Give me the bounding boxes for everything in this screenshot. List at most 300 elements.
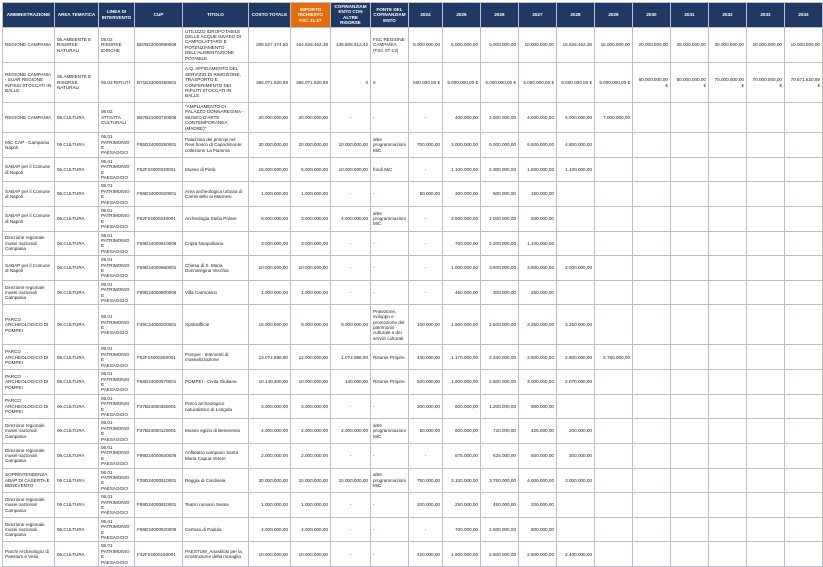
table-cell: 3.000.000,00 bbox=[443, 133, 481, 158]
table-cell bbox=[557, 280, 595, 305]
table-cell: 3.000.000,00 bbox=[291, 231, 331, 256]
table-cell bbox=[595, 182, 633, 207]
table-cell: Direzione regionale musei nazionali Campania bbox=[3, 419, 55, 444]
table-cell bbox=[671, 206, 709, 231]
funding-table bbox=[2, 2, 823, 567]
table-cell bbox=[633, 443, 671, 468]
table-cell: 4.800.000,00 bbox=[557, 133, 595, 158]
table-cell: B71E23000350001 bbox=[135, 63, 183, 103]
table-cell: - bbox=[371, 280, 409, 305]
table-cell: - bbox=[371, 182, 409, 207]
table-cell: 06.CULTURA bbox=[55, 103, 99, 133]
table-cell: 2.200.000,00 bbox=[481, 231, 519, 256]
table-cell: 150.000,00 bbox=[519, 182, 557, 207]
table-cell bbox=[633, 103, 671, 133]
table-cell: - bbox=[409, 443, 443, 468]
table-cell bbox=[671, 133, 709, 158]
table-cell: 30.000.000,00 bbox=[249, 133, 291, 158]
column-header: 2024 bbox=[409, 3, 443, 28]
table-cell: 1.000.000,00 bbox=[249, 280, 291, 305]
table-cell: F37B24000390001 bbox=[135, 394, 183, 419]
table-cell: Villa Carmosino bbox=[183, 280, 249, 305]
table-cell bbox=[633, 133, 671, 158]
column-header: 2025 bbox=[443, 3, 481, 28]
table-cell bbox=[709, 468, 747, 493]
table-cell: 06.01 PATRIMONIO E PAESAGGIO bbox=[99, 157, 135, 182]
table-cell bbox=[633, 370, 671, 395]
table-cell: Direzione regionale musei nazionali Campania bbox=[3, 443, 55, 468]
table-cell: altre programmazioni MiC bbox=[371, 419, 409, 444]
table-cell: 2.300.000,00 bbox=[481, 157, 519, 182]
table-cell: 15.000.000,00 bbox=[331, 468, 371, 493]
table-row bbox=[3, 157, 823, 182]
table-row bbox=[3, 542, 823, 567]
table-cell: 500.000,00 € bbox=[409, 63, 443, 103]
table-cell bbox=[671, 542, 709, 567]
table-cell bbox=[747, 542, 785, 567]
table-cell bbox=[595, 206, 633, 231]
table-cell bbox=[633, 157, 671, 182]
table-cell: B67B21000720006 bbox=[135, 103, 183, 133]
table-cell: 3.000.000,00 bbox=[519, 370, 557, 395]
table-cell bbox=[709, 256, 747, 281]
table-cell: 3.000.000,00 bbox=[557, 468, 595, 493]
table-cell: 5.000.000,00 bbox=[443, 27, 481, 62]
table-cell bbox=[785, 206, 823, 231]
table-cell: 70.000.000,00 € bbox=[747, 63, 785, 103]
table-cell: - bbox=[331, 231, 371, 256]
table-cell: PARCO ARCHEOLOGICO DI POMPEI bbox=[3, 394, 55, 419]
table-cell: 700.000,00 bbox=[443, 517, 481, 542]
table-cell: Risorse Proprie bbox=[371, 345, 409, 370]
table-cell: 208.527.374,50 bbox=[249, 27, 291, 62]
table-row bbox=[3, 206, 823, 231]
table-cell bbox=[747, 468, 785, 493]
table-cell bbox=[595, 305, 633, 345]
table-cell bbox=[709, 182, 747, 207]
table-cell: Anfiteatro campano Santa Maria Capua Vetere bbox=[183, 443, 249, 468]
table-cell: 300.000,00 bbox=[481, 280, 519, 305]
table-cell: altre programmazioni MiC bbox=[371, 206, 409, 231]
table-cell: - bbox=[331, 517, 371, 542]
table-cell bbox=[785, 517, 823, 542]
table-cell: 20.000.000,00 bbox=[249, 103, 291, 133]
table-cell bbox=[633, 231, 671, 256]
table-cell: 06.CULTURA bbox=[55, 493, 99, 518]
table-cell: 06.01 PATRIMONIO E PAESAGGIO bbox=[99, 280, 135, 305]
table-cell: 13.072.996,90 bbox=[249, 345, 291, 370]
table-cell: 1.100.000,00 bbox=[557, 157, 595, 182]
table-cell: - bbox=[331, 443, 371, 468]
table-cell: 100.000,00 bbox=[409, 493, 443, 518]
table-cell bbox=[671, 517, 709, 542]
column-header: 2030 bbox=[633, 3, 671, 28]
table-cell bbox=[709, 394, 747, 419]
table-cell bbox=[671, 256, 709, 281]
table-header bbox=[3, 3, 823, 28]
table-cell: 06.01 PATRIMONIO E PAESAGGIO bbox=[99, 443, 135, 468]
table-cell: 06.01 PATRIMONIO E PAESAGGIO bbox=[99, 206, 135, 231]
table-cell: SABAP per il Comune di Napoli bbox=[3, 256, 55, 281]
table-cell bbox=[557, 182, 595, 207]
table-cell: 06.CULTURA bbox=[55, 206, 99, 231]
table-cell bbox=[595, 394, 633, 419]
table-cell: 3.000.000,00 bbox=[249, 394, 291, 419]
table-row bbox=[3, 63, 823, 103]
table-cell bbox=[747, 182, 785, 207]
table-cell: 10.000.000,00 bbox=[291, 256, 331, 281]
column-header: AMMINISTRAZIONE bbox=[3, 3, 55, 28]
table-cell bbox=[747, 206, 785, 231]
table-cell bbox=[709, 542, 747, 567]
column-header: 2027 bbox=[519, 3, 557, 28]
table-cell: Pompei - Interventi di musealizzazione bbox=[183, 345, 249, 370]
table-cell bbox=[595, 231, 633, 256]
table-cell: 05.02 RISORSE IDRICHE bbox=[99, 27, 135, 62]
table-cell: - bbox=[331, 103, 371, 133]
table-cell: 8.000.000,00 bbox=[291, 305, 331, 345]
table-cell bbox=[671, 182, 709, 207]
table-cell: 625.000,00 bbox=[481, 443, 519, 468]
table-cell bbox=[671, 280, 709, 305]
table-cell: 3.250.000,00 bbox=[557, 305, 595, 345]
table-cell: Teatro romano Sessa bbox=[183, 493, 249, 518]
table-cell: 80.000.000,00 € bbox=[671, 63, 709, 103]
table-cell: Direzione regionale musei nazionali Campania bbox=[3, 231, 55, 256]
table-cell: 06.CULTURA bbox=[55, 157, 99, 182]
table-cell bbox=[747, 231, 785, 256]
table-cell bbox=[709, 493, 747, 518]
table-cell: - bbox=[409, 231, 443, 256]
table-cell: F69D24000810001 bbox=[135, 493, 183, 518]
table-cell: F99D24000640006 bbox=[135, 443, 183, 468]
table-cell: F62F24000230001 bbox=[135, 157, 183, 182]
table-cell: 154.828.462,38 bbox=[291, 27, 331, 62]
table-cell: 2.800.000,00 bbox=[557, 345, 595, 370]
table-cell: 06.CULTURA bbox=[55, 182, 99, 207]
table-cell bbox=[557, 517, 595, 542]
table-row bbox=[3, 394, 823, 419]
table-cell: 1.170.000,00 bbox=[443, 345, 481, 370]
table-cell bbox=[747, 103, 785, 133]
table-cell: 430.000,00 bbox=[409, 345, 443, 370]
table-row bbox=[3, 443, 823, 468]
table-cell bbox=[747, 493, 785, 518]
table-cell bbox=[785, 133, 823, 158]
table-cell: 05.03 RIFIUTI bbox=[99, 63, 135, 103]
table-cell: 2.000.000,00 bbox=[291, 443, 331, 468]
table-cell: 60.000.000,00 € bbox=[633, 63, 671, 103]
table-cell: Spolistifficie bbox=[183, 305, 249, 345]
table-cell bbox=[709, 517, 747, 542]
table-row bbox=[3, 305, 823, 345]
table-cell: 05.AMBIENTE E RISORSE NATURALI bbox=[55, 63, 99, 103]
table-cell: 700.000,00 bbox=[409, 133, 443, 158]
table-cell: 2.000.000,00 bbox=[249, 443, 291, 468]
table-cell: 3.500.000,00 bbox=[519, 256, 557, 281]
table-cell: altre programmazioni MiC bbox=[371, 468, 409, 493]
table-row bbox=[3, 103, 823, 133]
spreadsheet bbox=[2, 2, 820, 567]
table-cell bbox=[785, 345, 823, 370]
table-cell: - bbox=[409, 280, 443, 305]
table-cell: 1.900.000,00 bbox=[443, 370, 481, 395]
table-cell: 20.000.000,00 bbox=[291, 133, 331, 158]
table-cell: 30.000.000,00 bbox=[249, 468, 291, 493]
table-cell: 720.000,00 bbox=[481, 419, 519, 444]
table-cell: 2.500.000,00 bbox=[519, 345, 557, 370]
table-cell: 10.000.000,00 bbox=[331, 133, 371, 158]
table-cell: 1.100.000,00 bbox=[443, 157, 481, 182]
table-cell: "AMPLIAMENTO DI PALAZZO DONNAREGINA - MUSEO D'ARTE CONTEMPORANEA (MADRE)" bbox=[183, 103, 249, 133]
table-cell bbox=[595, 419, 633, 444]
table-cell: 1.000.000,00 bbox=[443, 256, 481, 281]
table-cell bbox=[785, 542, 823, 567]
table-cell bbox=[747, 305, 785, 345]
table-cell bbox=[671, 394, 709, 419]
table-cell bbox=[785, 394, 823, 419]
table-cell bbox=[671, 493, 709, 518]
table-cell bbox=[671, 345, 709, 370]
table-cell bbox=[785, 419, 823, 444]
table-cell: Reggia di Cardinela bbox=[183, 468, 249, 493]
table-cell: Museo di Pietà bbox=[183, 157, 249, 182]
table-cell: F69D24000660001 bbox=[135, 256, 183, 281]
table-row bbox=[3, 468, 823, 493]
table-cell: 06.01 PATRIMONIO E PAESAGGIO bbox=[99, 305, 135, 345]
table-cell: 06.CULTURA bbox=[55, 370, 99, 395]
table-cell: F37B24000120001 bbox=[135, 419, 183, 444]
table-cell: 3.000.000,00 bbox=[291, 394, 331, 419]
table-cell bbox=[785, 103, 823, 133]
table-cell bbox=[671, 157, 709, 182]
column-header: LINEA DI INTERVENTO bbox=[99, 3, 135, 28]
table-cell: Risorse Proprie bbox=[371, 370, 409, 395]
table-cell bbox=[709, 103, 747, 133]
table-cell: F49C24000200001 bbox=[135, 305, 183, 345]
table-cell: PARCO ARCHEOLOGICO DI POMPEI bbox=[3, 370, 55, 395]
table-cell: 1.072.996,90 bbox=[331, 345, 371, 370]
table-cell: Parchi Archeologici di Paestum e Velia bbox=[3, 542, 55, 567]
table-cell bbox=[595, 542, 633, 567]
table-cell: 1.000.000,00 bbox=[291, 493, 331, 518]
table-row bbox=[3, 231, 823, 256]
table-cell: 140.000,00 bbox=[331, 370, 371, 395]
table-cell bbox=[747, 157, 785, 182]
table-cell: 10.000.000,00 bbox=[331, 157, 371, 182]
table-cell: 3.100.000,00 bbox=[443, 468, 481, 493]
table-cell: 300.000,00 bbox=[443, 182, 481, 207]
table-cell: 500.000,00 bbox=[519, 443, 557, 468]
table-cell: 06.CULTURA bbox=[55, 231, 99, 256]
table-row bbox=[3, 370, 823, 395]
table-cell: fondi MiC bbox=[371, 157, 409, 182]
table-cell: 200.000,00 bbox=[519, 493, 557, 518]
header-row bbox=[3, 3, 823, 28]
table-cell: 10.000.000,00 bbox=[249, 256, 291, 281]
table-cell: 750.000,00 bbox=[409, 468, 443, 493]
table-cell: 300.000,00 bbox=[557, 443, 595, 468]
table-cell bbox=[785, 305, 823, 345]
table-cell: 3.000.000,00 bbox=[249, 231, 291, 256]
table-cell: 1.100.000,00 bbox=[519, 231, 557, 256]
table-cell: 05.AMBIENTE E RISORSE NATURALI bbox=[55, 27, 99, 62]
table-cell: - bbox=[409, 517, 443, 542]
table-cell: Protezione, sviluppo e promozione del patrimonio culturale e dei servizi culturali bbox=[371, 305, 409, 345]
table-cell: 1.000.000,00 bbox=[249, 493, 291, 518]
table-cell: F68D24000570001 bbox=[135, 370, 183, 395]
table-cell: Direzione regionale musei nazionali Campania bbox=[3, 280, 55, 305]
table-cell bbox=[785, 443, 823, 468]
table-cell: UTILIZZO IDROPOTABILE DELLE ACQUE INVASO DI CAMPOLATTARO E POTENZIAMENTO DELL'ALIMENTAZIONE POTABILE bbox=[183, 27, 249, 62]
table-cell: Direzione regionale musei nazionali Campania bbox=[3, 517, 55, 542]
table-cell bbox=[785, 182, 823, 207]
table-row bbox=[3, 517, 823, 542]
table-cell: F69D24000610006 bbox=[135, 231, 183, 256]
table-cell: 12.000.000,00 bbox=[291, 345, 331, 370]
table-cell bbox=[557, 394, 595, 419]
table-cell: 450.000,00 bbox=[481, 493, 519, 518]
table-cell: 10.000.000,00 bbox=[519, 27, 557, 62]
table-cell: 5.000.000,00 bbox=[291, 157, 331, 182]
table-cell: 8.000.000,00 bbox=[249, 206, 291, 231]
table-cell bbox=[633, 280, 671, 305]
table-cell: SOPRINTENDENZA ABAP DI CASERTA E BENEVENTO bbox=[3, 468, 55, 493]
column-header: 2033 bbox=[747, 3, 785, 28]
table-cell bbox=[747, 256, 785, 281]
table-cell: 200.000,00 bbox=[557, 419, 595, 444]
table-cell: 425.000,00 bbox=[519, 419, 557, 444]
table-cell: 250.000,00 bbox=[519, 280, 557, 305]
table-cell: F62F24000240001 bbox=[135, 206, 183, 231]
table-cell: 3.000.000,00 bbox=[291, 206, 331, 231]
table-cell: REGIONE CAMPANIA - SUAR REGIONE INFISSI STOCCATI IN BALLE bbox=[3, 63, 55, 103]
table-cell bbox=[633, 493, 671, 518]
table-cell: - bbox=[331, 280, 371, 305]
table-cell: 2.340.000,00 bbox=[481, 345, 519, 370]
table-cell: 2.000.000,00 bbox=[331, 419, 371, 444]
table-cell: 06.01 PATRIMONIO E PAESAGGIO bbox=[99, 370, 135, 395]
table-cell bbox=[633, 305, 671, 345]
table-cell bbox=[709, 305, 747, 345]
table-cell: 4.000.000,00 bbox=[249, 419, 291, 444]
table-cell bbox=[633, 206, 671, 231]
table-cell: 1.600.000,00 bbox=[519, 157, 557, 182]
table-cell bbox=[595, 280, 633, 305]
table-cell: 2.500.000,00 bbox=[481, 542, 519, 567]
table-cell: 06.CULTURA bbox=[55, 256, 99, 281]
table-cell: 15.000.000,00 bbox=[249, 157, 291, 182]
table-cell: REGIONE CAMPANIA bbox=[3, 27, 55, 62]
table-cell: - bbox=[409, 157, 443, 182]
table-cell bbox=[709, 133, 747, 158]
table-cell: - bbox=[371, 256, 409, 281]
table-cell: Palazzina dei principi nel Real bosco di Capodimonte: collezione La Fiamma bbox=[183, 133, 249, 158]
table-cell: - bbox=[409, 103, 443, 133]
table-cell bbox=[747, 133, 785, 158]
table-cell: 28.000.000,00 bbox=[671, 27, 709, 62]
table-cell: 16.000.000,00 bbox=[249, 305, 291, 345]
table-cell: - bbox=[409, 206, 443, 231]
table-cell: 20.000.000,00 bbox=[633, 27, 671, 62]
table-cell bbox=[785, 231, 823, 256]
table-cell bbox=[709, 280, 747, 305]
table-cell: 20.000.000,00 bbox=[291, 103, 331, 133]
table-cell bbox=[747, 345, 785, 370]
table-cell: F69D24000020001 bbox=[135, 182, 183, 207]
table-cell bbox=[633, 345, 671, 370]
table-cell bbox=[747, 517, 785, 542]
table-cell: Cripta Neapolitana bbox=[183, 231, 249, 256]
table-cell: 4.000.000,00 bbox=[519, 468, 557, 493]
column-header: IMPORTO RICHIESTO FSC 21-27 bbox=[291, 3, 331, 28]
table-cell bbox=[595, 443, 633, 468]
table-cell bbox=[671, 305, 709, 345]
table-cell: Museo egizio di Benevento bbox=[183, 419, 249, 444]
table-cell: F69D24000520006 bbox=[135, 517, 183, 542]
table-cell: 5.000.000,00 € bbox=[595, 63, 633, 103]
table-cell bbox=[633, 256, 671, 281]
table-cell bbox=[633, 542, 671, 567]
table-cell: 5.000.000,00 bbox=[409, 27, 443, 62]
table-cell: 0 bbox=[331, 63, 371, 103]
table-cell bbox=[709, 370, 747, 395]
table-cell: 06.01 PATRIMONIO E PAESAGGIO bbox=[99, 231, 135, 256]
table-cell bbox=[595, 517, 633, 542]
table-cell bbox=[709, 419, 747, 444]
column-header: 2029 bbox=[595, 3, 633, 28]
table-cell: 300.000,00 bbox=[409, 394, 443, 419]
table-cell: 1.900.000,00 bbox=[443, 305, 481, 345]
table-cell bbox=[709, 157, 747, 182]
table-cell bbox=[671, 103, 709, 133]
table-cell bbox=[709, 443, 747, 468]
column-header: AREA TEMATICA bbox=[55, 3, 99, 28]
table-cell: 06.CULTURA bbox=[55, 280, 99, 305]
table-cell: 10.000.000,00 bbox=[249, 542, 291, 567]
table-cell bbox=[595, 493, 633, 518]
table-cell: Area archeologica urbana di Carminiello ai Mannesi bbox=[183, 182, 249, 207]
table-cell: 7.000.000,00 bbox=[595, 103, 633, 133]
table-cell: 70.000.000,00 € bbox=[709, 63, 747, 103]
column-header: COSTO TOTALE bbox=[249, 3, 291, 28]
table-cell: PAESTUM_Anastilosi per la ricostruzione della muraglia bbox=[183, 542, 249, 567]
table-cell bbox=[671, 419, 709, 444]
table-cell: 2.250.000,00 bbox=[519, 305, 557, 345]
table-cell: - bbox=[331, 493, 371, 518]
table-cell: 2.500.000,00 bbox=[481, 305, 519, 345]
table-row bbox=[3, 27, 823, 62]
table-cell bbox=[595, 370, 633, 395]
table-cell: 10.000.000,00 bbox=[291, 370, 331, 395]
table-cell: 06.CULTURA bbox=[55, 419, 99, 444]
table-cell: 06.01 PATRIMONIO E PAESAGGIO bbox=[99, 493, 135, 518]
table-cell bbox=[747, 394, 785, 419]
table-cell bbox=[671, 443, 709, 468]
table-cell: F69D24000800006 bbox=[135, 280, 183, 305]
column-header: 2032 bbox=[709, 3, 747, 28]
table-cell: Direzione regionale musei nazionali Campania bbox=[3, 493, 55, 518]
table-row bbox=[3, 256, 823, 281]
table-cell: 8.000.000,00 bbox=[331, 305, 371, 345]
table-row bbox=[3, 345, 823, 370]
table-cell bbox=[557, 206, 595, 231]
table-cell: 600.000,00 bbox=[443, 419, 481, 444]
table-cell bbox=[595, 133, 633, 158]
table-cell: MiC-CAP - Campania Napoli bbox=[3, 133, 55, 158]
table-cell: F62F24000260001 bbox=[135, 345, 183, 370]
table-cell: 06.CULTURA bbox=[55, 517, 99, 542]
